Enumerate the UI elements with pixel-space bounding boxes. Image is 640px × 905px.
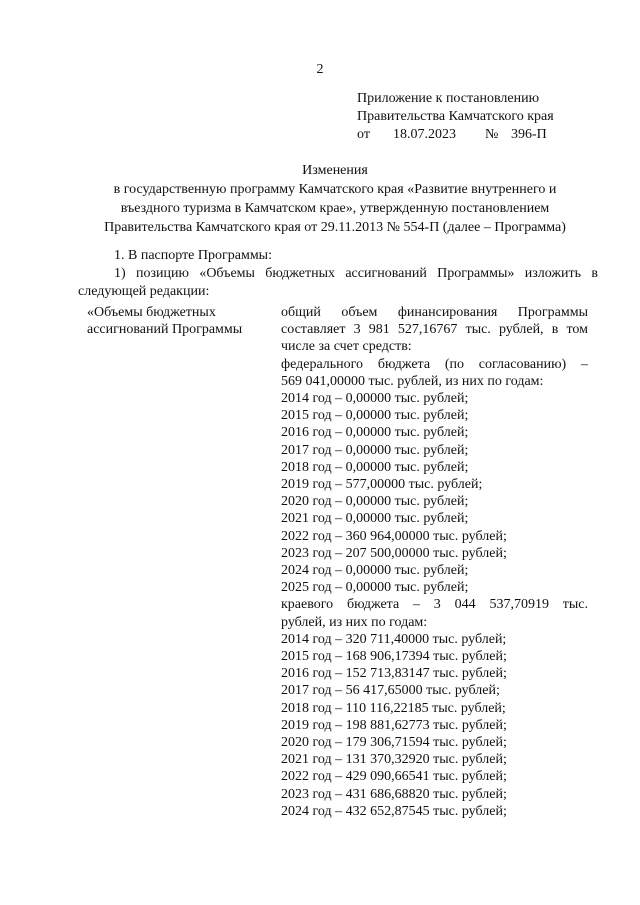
regional-year-item: 2024 год – 432 652,87545 тыс. рублей;: [281, 803, 507, 819]
appendix-date-row: [357, 126, 554, 144]
body-text: [78, 247, 598, 301]
appendix-number: 396-П: [511, 127, 547, 142]
federal-year-item: 2015 год – 0,00000 тыс. рублей;: [281, 408, 469, 424]
regional-year-item: 2019 год – 198 881,62773 тыс. рублей;: [281, 717, 507, 733]
federal-year-item: 2022 год – 360 964,00000 тыс. рублей;: [281, 528, 507, 544]
appendix-date: 18.07.2023: [393, 127, 456, 142]
federal-year-item: 2021 год – 0,00000 тыс. рублей;: [281, 511, 469, 527]
intro-line-a: общий объем финансирования Программы: [281, 305, 588, 320]
intro-line-c: числе за счет средств:: [281, 339, 412, 355]
regional-year-item: 2017 год – 56 417,65000 тыс. рублей;: [281, 683, 500, 699]
federal-year-item: 2016 год – 0,00000 тыс. рублей;: [281, 425, 469, 441]
appendix-from-label: от: [357, 127, 370, 142]
item-1: 1. В паспорте Программы:: [114, 248, 272, 263]
item-1-1-line-b: следующей редакции:: [78, 284, 210, 299]
regional-years-list: [281, 631, 588, 820]
federal-year-item: 2024 год – 0,00000 тыс. рублей;: [281, 563, 469, 579]
regional-year-item: 2023 год – 431 686,68820 тыс. рублей;: [281, 786, 507, 802]
document-heading: [60, 161, 610, 237]
regional-year-item: 2016 год – 152 713,83147 тыс. рублей;: [281, 666, 507, 682]
left-cell-line-1: «Объемы бюджетных: [87, 305, 216, 320]
regional-year-item: 2020 год – 179 306,71594 тыс. рублей;: [281, 735, 507, 751]
federal-year-item: 2018 год – 0,00000 тыс. рублей;: [281, 459, 469, 475]
federal-year-item: 2017 год – 0,00000 тыс. рублей;: [281, 442, 469, 458]
appendix-line-1: Приложение к постановлению: [357, 91, 540, 106]
regional-line-a: краевого бюджета – 3 044 537,70919 тыс.: [281, 597, 588, 613]
federal-line-b: 569 041,00000 тыс. рублей, из них по годам:: [281, 373, 544, 389]
federal-year-item: 2025 год – 0,00000 тыс. рублей;: [281, 580, 469, 596]
table-left-cell: [87, 304, 267, 338]
federal-year-item: 2023 год – 207 500,00000 тыс. рублей;: [281, 545, 507, 561]
regional-year-item: 2018 год – 110 116,22185 тыс. рублей;: [281, 700, 506, 716]
regional-year-item: 2022 год – 429 090,66541 тыс. рублей;: [281, 769, 507, 785]
table-right-cell: [281, 304, 588, 820]
heading-line-2: в государственную программу Камчатского края «Развитие внутреннего и: [113, 182, 557, 197]
regional-year-item: 2014 год – 320 711,40000 тыс. рублей;: [281, 631, 507, 647]
regional-year-item: 2015 год – 168 906,17394 тыс. рублей;: [281, 649, 507, 665]
left-cell-line-2: ассигнований Программы: [87, 322, 243, 338]
federal-year-item: 2014 год – 0,00000 тыс. рублей;: [281, 391, 469, 407]
heading-line-4: Правительства Камчатского края от 29.11.2013 № 554-П (далее – Программа): [104, 220, 566, 235]
item-1-1-line-a: 1) позицию «Объемы бюджетных ассигнований Программы» изложить в: [114, 266, 598, 281]
regional-year-item: 2021 год – 131 370,32920 тыс. рублей;: [281, 752, 507, 768]
federal-year-item: 2019 год – 577,00000 тыс. рублей;: [281, 477, 483, 493]
regional-line-b: рублей, из них по годам:: [281, 614, 428, 630]
heading-line-3: въездного туризма в Камчатском крае», утвержденную постановлением: [120, 201, 550, 216]
intro-line-b: составляет 3 981 527,16767 тыс. рублей, в том: [281, 322, 588, 338]
page-number: 2: [316, 62, 324, 77]
appendix-number-sign: №: [485, 127, 499, 142]
federal-years-list: [281, 390, 588, 596]
appendix-header: [357, 90, 554, 144]
appendix-line-2: Правительства Камчатского края: [357, 109, 554, 124]
heading-title: Изменения: [302, 163, 368, 178]
federal-year-item: 2020 год – 0,00000 тыс. рублей;: [281, 494, 469, 510]
federal-line-a: федерального бюджета (по согласованию) –: [281, 356, 588, 372]
